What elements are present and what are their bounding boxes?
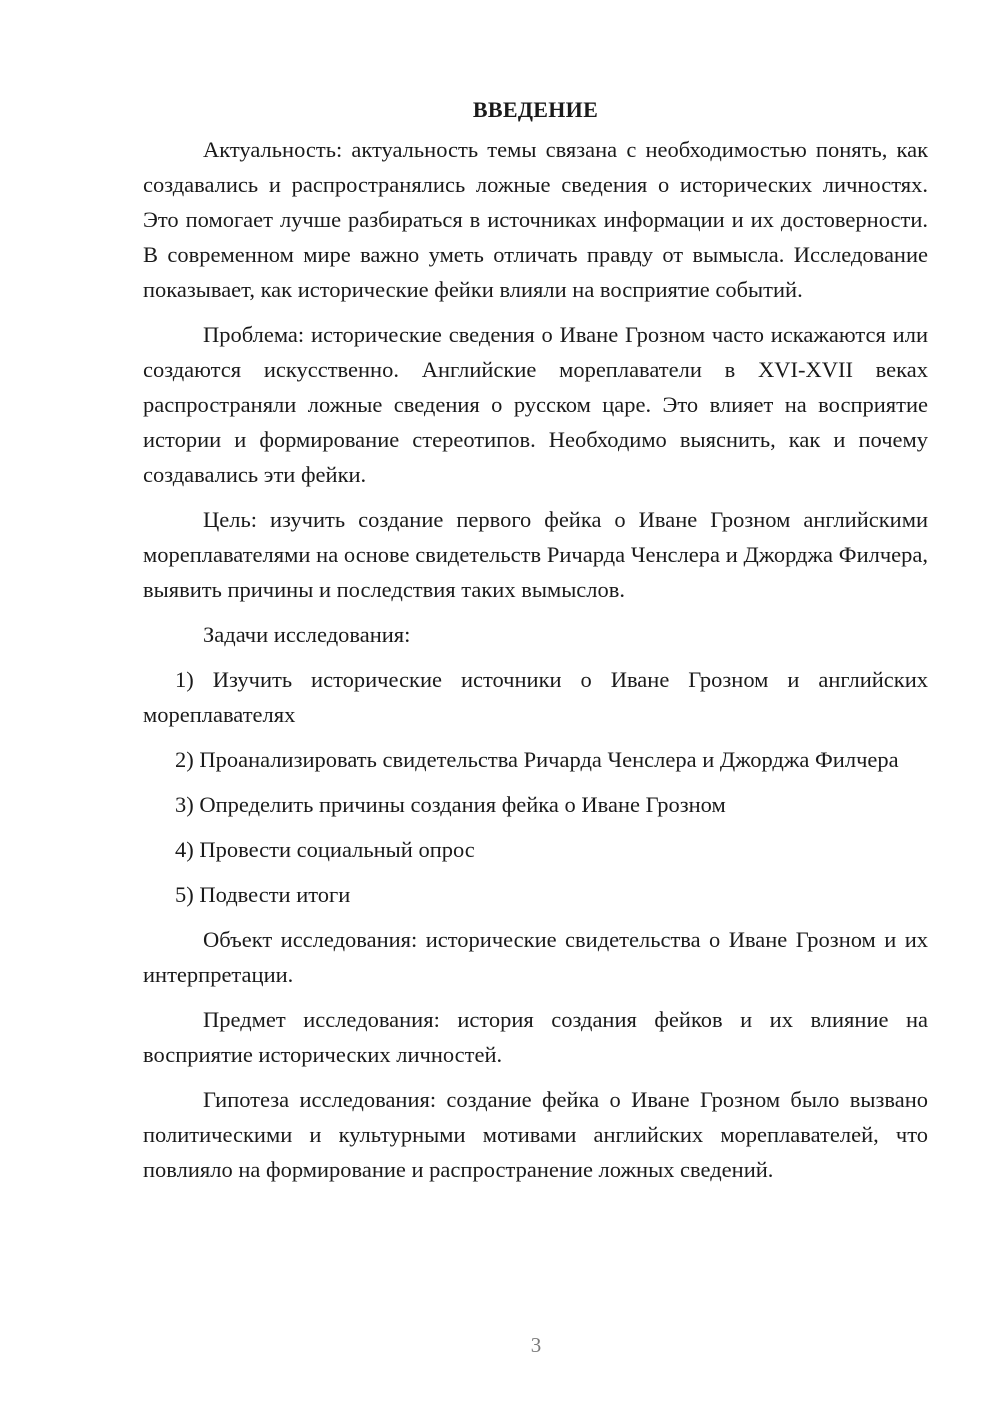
paragraph-subject: Предмет исследования: история создания фейков и их влияние на восприятие исторических личностей. (143, 1007, 928, 1067)
paragraph-object: Объект исследования: исторические свидетельства о Иване Грозном и их интерпретации. (143, 927, 928, 987)
task-item-1: 1) Изучить исторические источники о Иване Грозном и английских мореплавателях (143, 667, 928, 727)
paragraph-problem: Проблема: исторические сведения о Иване Грозном часто искажаются или создаются искусственно. Английские мореплаватели в XVI-XVII веках распространяли ложные сведения о русском царе. Это влияет на восприятие истории и формирование стереотипов. Необходимо выяснить, как и почему создавались эти фейки. (143, 322, 928, 487)
task-item-4: 4) Провести социальный опрос (175, 837, 475, 862)
document-page (143, 92, 928, 1197)
task-item-5: 5) Подвести итоги (175, 882, 351, 907)
section-heading: ВВЕДЕНИЕ (472, 97, 599, 122)
task-item-2: 2) Проанализировать свидетельства Ричарда Ченслера и Джорджа Филчера (175, 747, 899, 772)
task-item-3: 3) Определить причины создания фейка о Иване Грозном (175, 792, 726, 817)
paragraph-relevance: Актуальность: актуальность темы связана с необходимостью понять, как создавались и распространялись ложные сведения о исторических личностях. Это помогает лучше разбираться в источниках информации и их достоверности. В современном мире важно уметь отличать правду от вымысла. Исследование показывает, как исторические фейки влияли на восприятие событий. (143, 137, 928, 302)
paragraph-goal: Цель: изучить создание первого фейка о Иване Грозном английскими мореплавателями на основе свидетельств Ричарда Ченслера и Джорджа Филчера, выявить причины и последствия таких вымыслов. (143, 507, 928, 602)
tasks-title: Задачи исследования: (203, 622, 411, 647)
paragraph-hypothesis: Гипотеза исследования: создание фейка о Иване Грозном было вызвано политическими и культурными мотивами английских мореплавателей, что повлияло на формирование и распространение ложных сведений. (143, 1087, 928, 1182)
page-number: 3 (530, 1333, 542, 1357)
